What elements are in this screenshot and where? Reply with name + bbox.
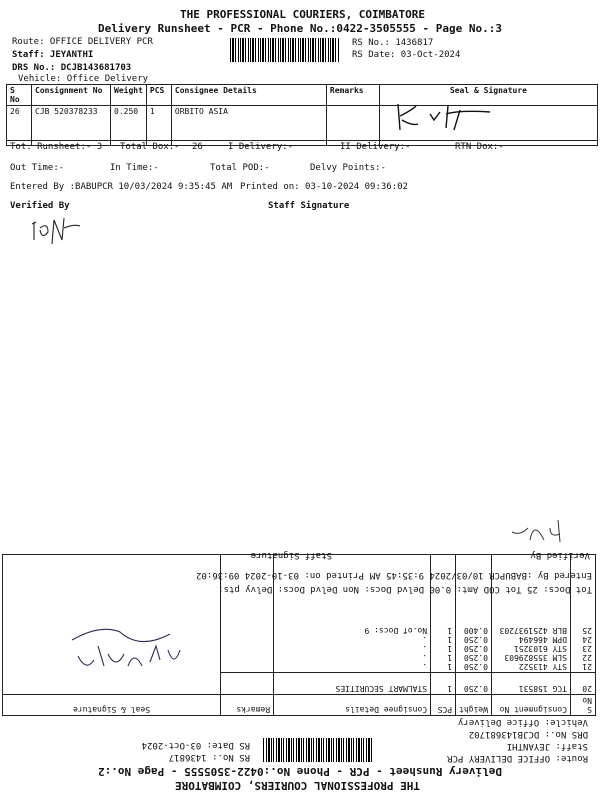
route: Route: OFFICE DELIVERY PCR	[12, 37, 153, 47]
col-header: S No	[571, 695, 596, 716]
list-item: 1	[447, 644, 453, 653]
barcode-image	[262, 738, 372, 762]
vehicle: Vehicle: Office Delivery	[457, 717, 588, 727]
i-delivery: I Delivery:-	[228, 142, 294, 152]
staff: Staff: JEYANTHI	[506, 741, 588, 751]
vehicle: Vehicle: Office Delivery	[18, 74, 149, 84]
company-title: THE PROFESSIONAL COURIERS, COIMBATORE	[180, 8, 426, 21]
col-header: Consignment No	[492, 695, 571, 716]
cell-weight: 0.250	[111, 106, 147, 146]
rs-date: RS Date: 03-Oct-2024	[141, 740, 250, 750]
total-dox-value: 26	[192, 142, 203, 152]
rs-date: RS Date: 03-Oct-2024	[352, 50, 461, 60]
list-item: SLM 355829603	[504, 653, 567, 662]
list-item: STY 6103251	[514, 644, 567, 653]
list-item: 0.250	[463, 635, 488, 644]
cell-consignee: ORBITO ASIA	[171, 106, 326, 146]
cell-weight: 0.250	[456, 673, 492, 695]
list-item: 1	[447, 653, 453, 662]
staff-signature: Staff Signature	[250, 550, 332, 560]
list-item: .	[422, 644, 428, 653]
list-item: 1	[447, 635, 453, 644]
total-pod: Total POD:-	[210, 163, 270, 173]
col-header: Consignment No	[32, 85, 111, 106]
col-header: Weight	[111, 85, 147, 106]
cell-sno: 20	[571, 673, 596, 695]
route: Route: OFFICE DELIVERY PCR	[447, 753, 588, 763]
verifier-signature	[504, 514, 564, 550]
list-item: 21	[582, 662, 592, 671]
list-item: 22	[582, 653, 592, 662]
col-header: PCS	[431, 695, 456, 716]
cell-consignee: STALMART SECURITIES	[274, 673, 431, 695]
list-item: DPM 466494	[518, 635, 567, 644]
list-item: 0.400	[463, 626, 488, 635]
runsheet-subtitle: Delivery Runsheet - PCR - Phone No.:0422-3505555 - Page No.:3	[98, 22, 502, 35]
col-header: PCS	[146, 85, 171, 106]
col-header: Consignee Details	[171, 85, 326, 106]
list-item: 1	[447, 626, 453, 635]
cell-pcs: 1	[146, 106, 171, 146]
verified-by: Verified By	[10, 201, 70, 211]
list-item: 1	[447, 662, 453, 671]
col-header: Seal & Signature	[3, 695, 221, 716]
page-summary: Tot Docs: 25 Tot COD Amt: 0.00 Delvd Docs: Non Delvd Docs: Delvy pts:	[218, 584, 592, 594]
col-header: S No	[7, 85, 32, 106]
entered-by: Entered By :BABUPCR 10/03/2024 9:35:45 AM	[369, 570, 592, 580]
list-item: BLR 4251937203	[499, 626, 567, 635]
tot-runsheet: Tot. Runsheet:- 3	[10, 142, 103, 152]
runsheet-subtitle: Delivery Runsheet - PCR - Phone No.:0422-3505555 - Page No.:2	[98, 765, 502, 778]
list-item: .	[422, 635, 428, 644]
list-item: .	[422, 653, 428, 662]
cell-consignment: CJB 520378233	[32, 106, 111, 146]
staff-signature: Staff Signature	[268, 201, 350, 211]
rtn-dox: RTN Dox:-	[455, 142, 504, 152]
list-item: 0.250	[463, 653, 488, 662]
in-time: In Time:-	[110, 163, 159, 173]
verified-by: Verified By	[530, 550, 590, 560]
company-title: THE PROFESSIONAL COURIERS, COIMBATORE	[174, 779, 420, 792]
list-item: .	[422, 662, 428, 671]
printed-on: Printed on: 03-10-2024 09:36:02	[196, 570, 364, 580]
list-item: 23	[582, 644, 592, 653]
handwritten-signature	[60, 620, 190, 680]
list-item: 25	[582, 626, 592, 635]
list-item: 0.250	[463, 644, 488, 653]
total-dox-label: Total Dox:-	[120, 142, 180, 152]
col-header: Remarks	[326, 85, 379, 106]
col-header: Consignee Details	[274, 695, 431, 716]
out-time: Out Time:-	[10, 163, 65, 173]
cell-pcs: 1	[431, 673, 456, 695]
drs-number: DRS No.: DCJB143681703	[12, 63, 132, 73]
list-item: No.of Docs: 9	[364, 626, 428, 635]
list-item: 0.250	[463, 662, 488, 671]
staff: Staff: JEYANTHI	[12, 50, 94, 60]
printed-on: Printed on: 03-10-2024 09:36:02	[240, 182, 408, 192]
ii-delivery: II Delivery:-	[340, 142, 411, 152]
cell-sno: 26	[7, 106, 32, 146]
cell-consignment: TCG 158531	[492, 673, 571, 695]
list-item: STY 413522	[518, 662, 567, 671]
col-header: Weight	[456, 695, 492, 716]
cell-remarks	[221, 673, 274, 695]
rs-number: RS No.: 1436817	[168, 752, 250, 762]
drs-number: DRS No.: DCJB143681702	[468, 729, 588, 739]
delvy-points: Delvy Points:-	[310, 163, 386, 173]
rs-number: RS No.: 1436817	[352, 38, 434, 48]
list-item: 24	[582, 635, 592, 644]
entered-by: Entered By :BABUPCR 10/03/2024 9:35:45 AM	[10, 182, 233, 192]
col-header: Seal & Signature	[379, 85, 597, 106]
table-header-row	[3, 695, 596, 716]
col-header: Remarks	[221, 695, 274, 716]
